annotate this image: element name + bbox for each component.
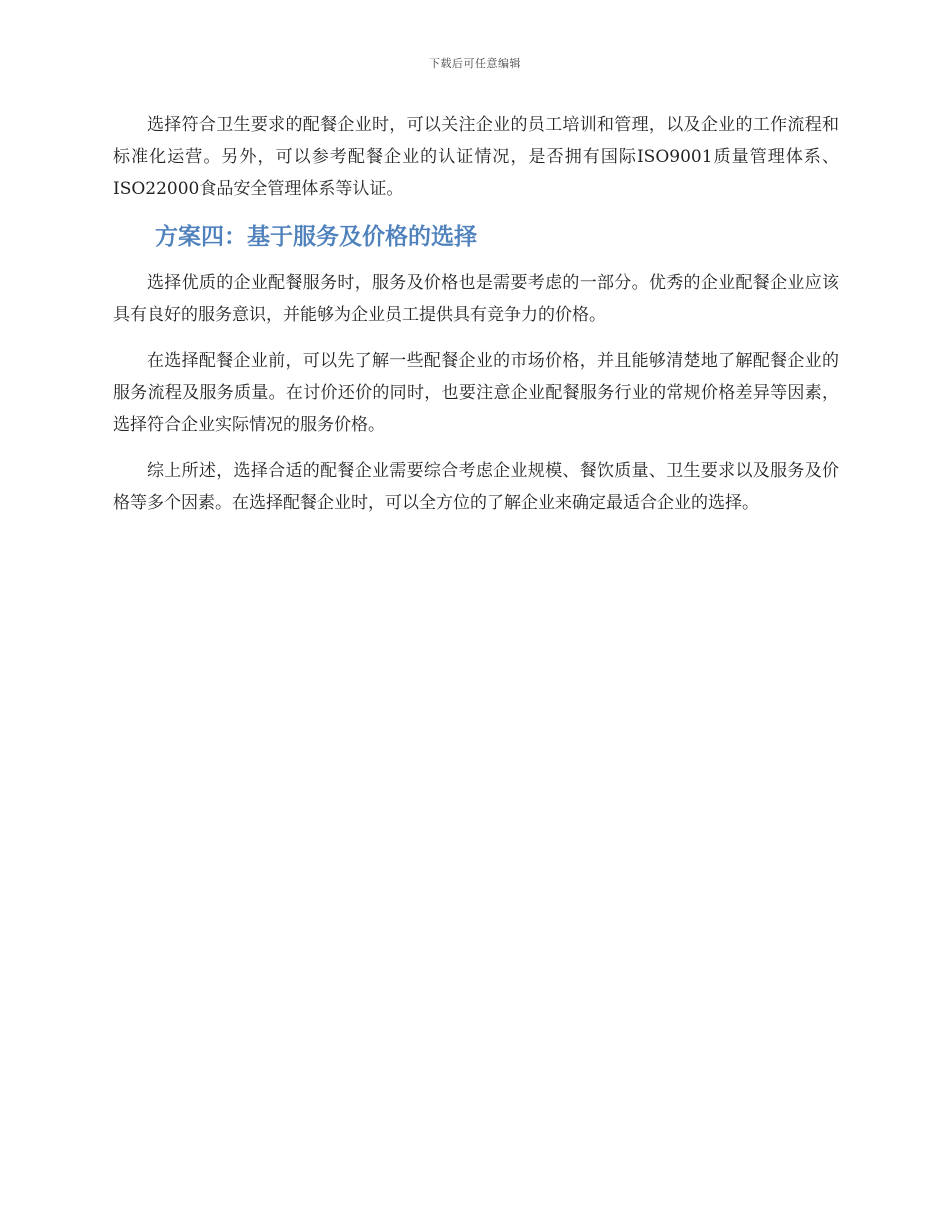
paragraph-summary: 综上所述，选择合适的配餐企业需要综合考虑企业规模、餐饮质量、卫生要求以及服务及价格等多个因素。在选择配餐企业时，可以全方位的了解企业来确定最适合企业的选择。 <box>113 461 839 513</box>
paragraph-market-price: 在选择配餐企业前，可以先了解一些配餐企业的市场价格，并且能够清楚地了解配餐企业的服务流程及服务质量。在讨价还价的同时，也要注意企业配餐服务行业的常规价格差异等因素，选择符合企业实际情况的服务价格。 <box>113 351 839 435</box>
section-heading-plan-four: 方案四：基于服务及价格的选择 <box>155 224 477 250</box>
paragraph-certification: 选择符合卫生要求的配餐企业时，可以关注企业的员工培训和管理，以及企业的工作流程和标准化运营。另外，可以参考配餐企业的认证情况，是否拥有国际ISO9001质量管理体系、ISO22000食品安全管理体系等认证。 <box>113 115 839 199</box>
page-header: 下载后可任意编辑 <box>429 57 521 70</box>
paragraph-service-price: 选择优质的企业配餐服务时，服务及价格也是需要考虑的一部分。优秀的企业配餐企业应该具有良好的服务意识，并能够为企业员工提供具有竞争力的价格。 <box>113 273 839 325</box>
document-body <box>113 109 839 533</box>
